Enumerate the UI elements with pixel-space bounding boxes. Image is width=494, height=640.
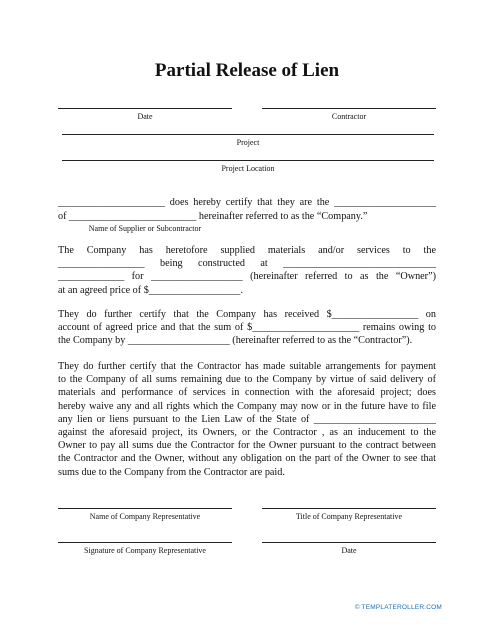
rep-title-label: Title of Company Representative [295,512,403,521]
received-line: account of agreed price and that the sum of $_____________________ remains owing to [58,322,436,334]
signature-date-line[interactable] [262,542,436,543]
project-location-label: Project Location [221,164,275,173]
arrangements-paragraph [58,360,436,479]
arrangements-line: to the Company of all sums remaining due to the Company by virtue of said delivery of [58,374,436,386]
arrangements-line: against the aforesaid project, its Owners, or the Contractor , as an inducement to the [58,427,436,439]
certify-line-2: of _________________________ hereinafter referred to as the “Company.” [58,211,368,222]
document-title: Partial Release of Lien [154,60,340,81]
received-line: the Company by ____________________ (hereinafter referred to as the “Contractor”). [58,335,413,347]
project-line[interactable] [62,134,434,135]
arrangements-line: They do further certify that the Contractor has made suitable arrangements for payment [58,361,436,372]
supply-line: The Company has heretofore supplied materials and/or services to the [58,245,436,256]
arrangements-line: Owner to pay all sums due the Contractor for the Owner pursuant to the contract between [58,440,436,452]
rep-signature-label: Signature of Company Representative [84,546,206,555]
arrangements-line: materials and performance of services in connection with the aforesaid project; does [58,387,436,399]
supply-paragraph [58,244,436,297]
project-location-line[interactable] [62,160,434,161]
project-label: Project [236,138,260,147]
arrangements-line: hereby waive any and all rights which the Company may now or in the future have to file [58,400,436,412]
supply-line: _________________ being constructed at ______________________________ [58,258,436,270]
contractor-line[interactable] [262,108,436,109]
received-line: They do further certify that the Company has received $_________________ on [58,309,436,320]
arrangements-line: the Contractor and the Owner, without any obligation on the part of the Owner to see that [58,453,436,465]
rep-name-label: Name of Company Representative [89,512,201,521]
rep-title-line[interactable] [262,508,436,509]
supply-line: _____________ for __________________ (hereinafter referred to as the “Owner”) [58,271,436,283]
date-label: Date [137,112,153,121]
contractor-label: Contractor [331,112,367,121]
certify-line-1: _____________________ does hereby certify that they are the ____________________ [58,197,436,208]
rep-signature-line[interactable] [58,542,232,543]
received-paragraph [58,308,436,348]
arrangements-line: any lien or liens pursuant to the Lien Law of the State of ________________________ [58,413,436,425]
footer-brand[interactable]: © TEMPLATEROLLER.COM [354,604,442,611]
arrangements-line: sums due to the Company from the Contractor are paid. [58,466,285,478]
signature-date-label: Date [341,546,357,555]
supply-line: at an agreed price of $__________________. [58,284,244,296]
date-line[interactable] [58,108,232,109]
rep-name-line[interactable] [58,508,232,509]
supplier-caption: Name of Supplier or Subcontractor [88,224,202,233]
